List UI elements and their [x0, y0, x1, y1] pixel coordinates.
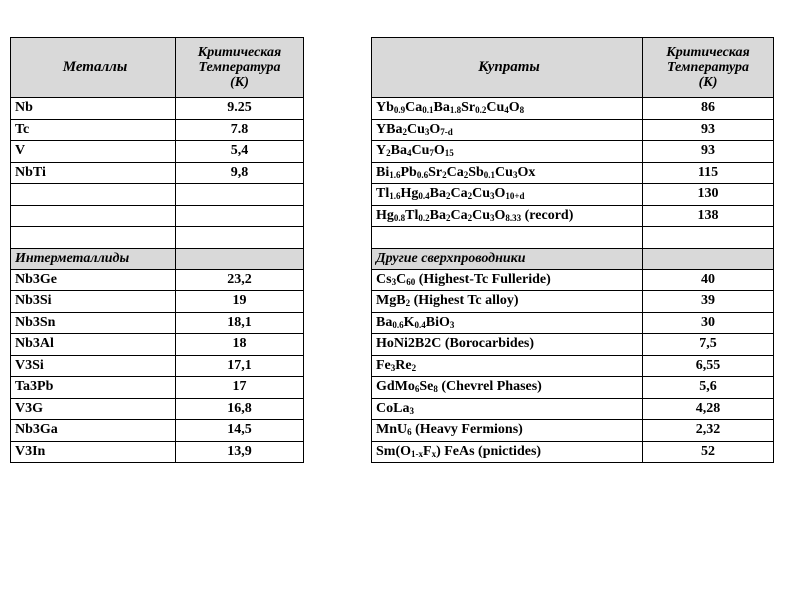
header-line: Критическая	[666, 45, 750, 60]
table-row	[372, 119, 774, 141]
material-cell	[372, 141, 643, 163]
temperature-cell	[176, 227, 304, 249]
subscript: 0.1	[483, 169, 496, 180]
subscript: 2	[463, 169, 469, 180]
subscript: 2	[411, 362, 417, 373]
material-cell: Nb3Ga	[11, 420, 176, 442]
table-row	[372, 312, 774, 334]
formula-part: Cu	[472, 186, 490, 202]
right-body	[372, 38, 774, 463]
formula-part: Ca	[446, 164, 464, 180]
material-cell: V3G	[11, 398, 176, 420]
material-cell: Tc	[11, 119, 176, 141]
subscript: 3	[391, 276, 397, 287]
material-cell: Nb3Sn	[11, 312, 176, 334]
header-line: (К)	[230, 75, 249, 90]
cuprates-table	[371, 37, 774, 463]
temperature-cell: 93	[643, 141, 774, 163]
formula-part: Hg	[400, 186, 419, 202]
table-row	[372, 420, 774, 442]
subscript: 8	[519, 105, 525, 116]
subscript: 0.1	[422, 105, 434, 116]
formula-part: O	[433, 143, 445, 159]
material-cell	[11, 184, 176, 206]
material-cell: NbTi	[11, 162, 176, 184]
formula-part: BiO	[425, 314, 450, 330]
table-row	[11, 334, 304, 356]
formula-part: Ba	[390, 143, 407, 159]
formula-part: MgB	[376, 293, 406, 309]
subscript: 60	[406, 276, 416, 287]
material-cell	[372, 420, 643, 442]
temperature-cell: 17,1	[176, 355, 304, 377]
subscript: 0.2	[475, 105, 487, 116]
subscript: 0.4	[418, 191, 430, 202]
table-row	[11, 312, 304, 334]
temperature-cell: 52	[643, 441, 774, 463]
subscript: 1.8	[449, 105, 462, 116]
formula-part: Ca	[450, 186, 468, 202]
table-row	[11, 227, 304, 249]
table-row	[372, 377, 774, 399]
temperature-cell: 40	[643, 269, 774, 291]
formula-part: O	[494, 207, 506, 223]
temperature-cell: 9.25	[176, 98, 304, 120]
column-header-material: Купраты	[372, 38, 643, 98]
material-cell	[372, 184, 643, 206]
temperature-cell: 7,5	[643, 334, 774, 356]
formula-part: Hg	[376, 207, 394, 223]
temperature-cell: 30	[643, 312, 774, 334]
subscript: 2	[402, 126, 407, 137]
subscript: x	[431, 448, 437, 459]
formula-part: (Heavy Fermions)	[411, 422, 523, 438]
temperature-cell: 138	[643, 205, 774, 227]
formula-part: Ox	[517, 164, 536, 180]
formula-part: Cu	[472, 207, 490, 223]
formula-part: Tl	[405, 207, 419, 223]
formula-part: Ca	[405, 100, 423, 116]
section-empty	[643, 248, 774, 269]
material-cell: Nb3Si	[11, 291, 176, 313]
formula-part: Ba	[429, 207, 446, 223]
formula-part: Tl	[376, 186, 390, 202]
table-row	[11, 162, 304, 184]
subscript: 2	[445, 191, 451, 202]
temperature-cell: 13,9	[176, 441, 304, 463]
temperature-cell: 18	[176, 334, 304, 356]
subscript: 15	[444, 148, 454, 159]
table-row	[372, 398, 774, 420]
subscript: 3	[449, 319, 455, 330]
temperature-cell	[643, 227, 774, 249]
table-row	[372, 269, 774, 291]
table-row	[372, 141, 774, 163]
subscript: 7	[429, 148, 434, 159]
left-body	[11, 38, 304, 463]
subscript: 6	[407, 427, 412, 438]
subscript: 3	[409, 405, 414, 416]
temperature-cell: 14,5	[176, 420, 304, 442]
temperature-cell: 86	[643, 98, 774, 120]
material-cell	[372, 334, 643, 356]
table-row	[11, 141, 304, 163]
section-header-row	[372, 248, 774, 269]
formula-part: HoNi2B2C (Borocarbides)	[376, 336, 535, 352]
formula-part: K	[403, 314, 415, 330]
subscript: 0.2	[418, 212, 430, 223]
temperature-cell: 17	[176, 377, 304, 399]
subscript: 0.9	[393, 105, 406, 116]
formula-part: Ba	[429, 186, 446, 202]
material-cell: Ta3Pb	[11, 377, 176, 399]
formula-part: MnU	[376, 422, 408, 438]
subscript: 4	[406, 148, 412, 159]
formula-part: Sm(O	[376, 443, 411, 459]
material-cell	[372, 441, 643, 463]
formula-part: Cu	[495, 164, 513, 180]
temperature-cell: 115	[643, 162, 774, 184]
formula-part: GdMo	[376, 379, 415, 395]
subscript: 3	[424, 126, 430, 137]
temperature-cell: 93	[643, 119, 774, 141]
table-row	[11, 269, 304, 291]
formula-part: C	[396, 271, 407, 287]
section-header-row	[11, 248, 304, 269]
header-line: Температура	[198, 60, 281, 75]
material-cell: Nb3Ge	[11, 269, 176, 291]
material-cell	[372, 312, 643, 334]
subscript: 4	[504, 105, 509, 116]
subscript: 0.8	[393, 212, 406, 223]
material-cell	[11, 205, 176, 227]
formula-part: Cs	[376, 271, 392, 287]
column-header-temperature	[643, 38, 774, 98]
formula-part: Pb	[400, 164, 417, 180]
formula-part: (Highest Tc alloy)	[410, 293, 519, 309]
formula-part: Ba	[433, 100, 450, 116]
subscript: 2	[405, 298, 411, 309]
table-row	[372, 205, 774, 227]
temperature-cell	[176, 205, 304, 227]
table-row	[372, 355, 774, 377]
subscript: 3	[390, 362, 396, 373]
formula-part: (record)	[521, 207, 574, 223]
header-line: Температура	[666, 60, 750, 75]
subscript: 2	[445, 212, 451, 223]
formula-part: Ca	[450, 207, 468, 223]
material-cell	[372, 377, 643, 399]
formula-part: Sr	[428, 164, 443, 180]
formula-part: O	[494, 186, 506, 202]
subscript: 8	[433, 384, 438, 395]
subscript: 3	[490, 191, 495, 202]
subscript: 0.4	[414, 319, 426, 330]
formula-part: Fe	[376, 357, 391, 373]
temperature-cell: 23,2	[176, 269, 304, 291]
temperature-cell: 130	[643, 184, 774, 206]
formula-part: Yb	[376, 100, 394, 116]
material-cell: Nb3Al	[11, 334, 176, 356]
table-row	[11, 291, 304, 313]
formula-part: CoLa	[376, 400, 410, 416]
section-title: Интерметаллиды	[11, 248, 176, 269]
table-row	[372, 162, 774, 184]
formula-part: (Chevrel Phases)	[437, 379, 542, 395]
material-cell	[372, 205, 643, 227]
material-cell	[372, 162, 643, 184]
material-cell	[372, 227, 643, 249]
table-row	[372, 334, 774, 356]
temperature-cell: 39	[643, 291, 774, 313]
column-header-temperature	[176, 38, 304, 98]
subscript: 0.6	[392, 319, 404, 330]
subscript: 6	[414, 384, 420, 395]
formula-part: Sb	[468, 164, 484, 180]
material-cell: V3In	[11, 441, 176, 463]
formula-part: Cu	[411, 143, 430, 159]
subscript: 3	[490, 212, 495, 223]
temperature-cell: 5,4	[176, 141, 304, 163]
subscript: 2	[386, 148, 391, 159]
formula-part: Se	[419, 379, 434, 395]
temperature-cell: 6,55	[643, 355, 774, 377]
material-cell	[372, 398, 643, 420]
table-row	[11, 119, 304, 141]
formula-part: ) FeAs (pnictides)	[436, 443, 542, 459]
temperature-cell	[176, 184, 304, 206]
formula-part: Cu	[406, 121, 425, 137]
table-row	[372, 227, 774, 249]
subscript: 10+d	[505, 191, 525, 202]
material-cell	[372, 269, 643, 291]
table-row	[11, 420, 304, 442]
subscript: 0.6	[416, 169, 429, 180]
subscript: 8.33	[505, 212, 522, 223]
subscript: 2	[467, 191, 473, 202]
temperature-cell: 9,8	[176, 162, 304, 184]
subscript: 1.6	[389, 169, 401, 180]
header-row	[11, 38, 304, 98]
temperature-cell: 16,8	[176, 398, 304, 420]
formula-part: YBa	[376, 121, 403, 137]
material-cell	[372, 355, 643, 377]
subscript: 1.6	[389, 191, 401, 202]
subscript: 2	[467, 212, 473, 223]
formula-part: Y	[376, 143, 387, 159]
column-header-material: Металлы	[11, 38, 176, 98]
material-cell	[372, 98, 643, 120]
material-cell	[372, 291, 643, 313]
section-empty	[176, 248, 304, 269]
formula-part: (Highest-Tc Fulleride)	[415, 271, 551, 287]
temperature-cell: 18,1	[176, 312, 304, 334]
formula-part: Bi	[376, 164, 390, 180]
material-cell: V3Si	[11, 355, 176, 377]
table-row	[372, 184, 774, 206]
temperature-cell: 7.8	[176, 119, 304, 141]
header-line: Критическая	[197, 45, 282, 60]
formula-part: O	[508, 100, 520, 116]
table-row	[11, 377, 304, 399]
material-cell: V	[11, 141, 176, 163]
table-row	[11, 184, 304, 206]
temperature-cell: 5,6	[643, 377, 774, 399]
subscript: 1-x	[411, 448, 423, 459]
section-title: Другие сверхпроводники	[372, 248, 643, 269]
table-row	[11, 205, 304, 227]
formula-part: Sr	[461, 100, 476, 116]
header-line: (К)	[698, 75, 718, 90]
subscript: 2	[442, 169, 447, 180]
temperature-cell: 4,28	[643, 398, 774, 420]
table-row	[372, 441, 774, 463]
formula-part: Re	[395, 357, 412, 373]
temperature-cell: 2,32	[643, 420, 774, 442]
header-row	[372, 38, 774, 98]
formula-part: O	[429, 121, 441, 137]
formula-part: F	[423, 443, 432, 459]
table-row	[11, 355, 304, 377]
metals-table	[10, 37, 304, 463]
table-row	[11, 441, 304, 463]
table-row	[11, 98, 304, 120]
subscript: 7-d	[440, 126, 453, 137]
formula-part: Ba	[376, 314, 393, 330]
material-cell: Nb	[11, 98, 176, 120]
table-row	[372, 98, 774, 120]
material-cell	[11, 227, 176, 249]
temperature-cell: 19	[176, 291, 304, 313]
material-cell	[372, 119, 643, 141]
table-row	[372, 291, 774, 313]
table-row	[11, 398, 304, 420]
formula-part: Cu	[486, 100, 505, 116]
subscript: 3	[512, 169, 518, 180]
